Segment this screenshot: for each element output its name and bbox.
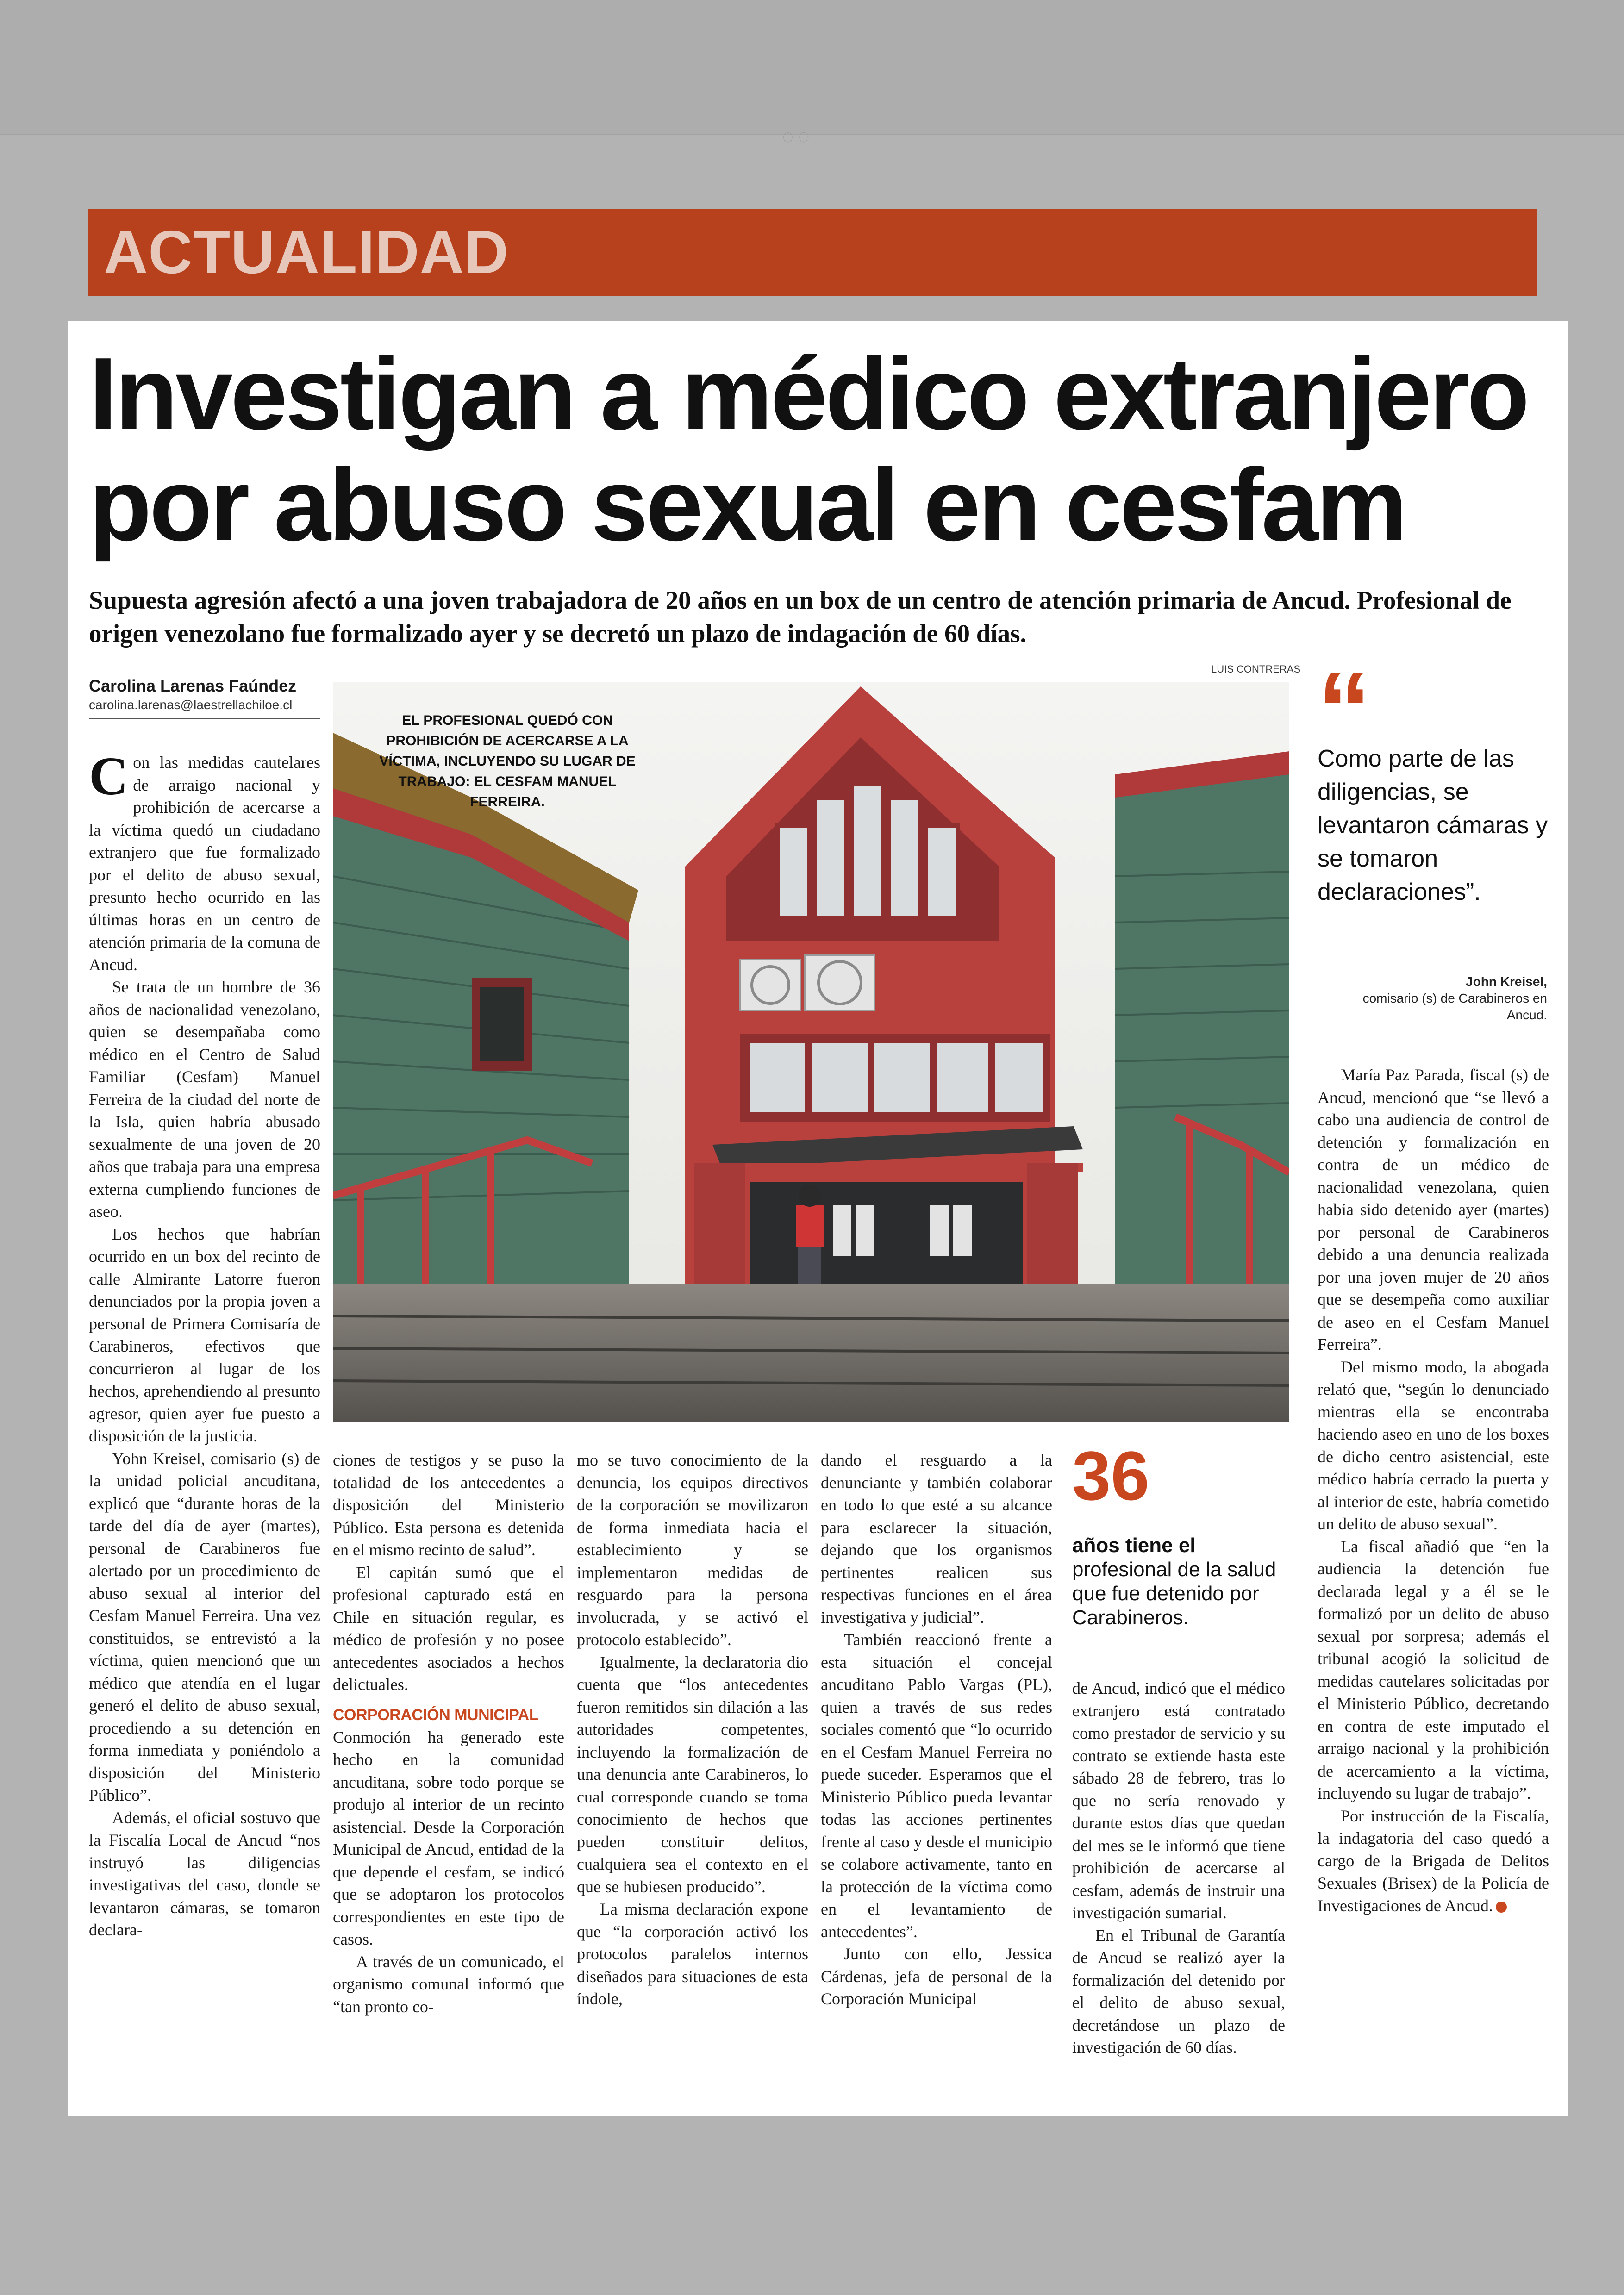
paragraph: Por instrucción de la Fiscalía, la indagatoria del caso quedó a cargo de la Brigada de Delitos Sexuales (Brisex) de la Policía de Investigaciones de Ancud. [1318, 1806, 1549, 1915]
paragraph: En el Tribunal de Garantía de Ancud se realizó ayer la formalización del detenido por el delito de abuso sexual, decretándose un plazo de investigación de 60 días. [1072, 1926, 1285, 2057]
author-email: carolina.larenas@laestrellachiloe.cl [89, 698, 293, 712]
article-column-5 [1072, 1677, 1285, 2059]
subhead: CORPORACIÓN MUNICIPAL [333, 1706, 539, 1724]
paragraph: ciones de testigos y se puso la totalidad de los antecedentes a disposición del Ministerio Público. Esta persona es detenida en el mismo recinto de salud”. [333, 1451, 564, 1559]
paragraph: Se trata de un hombre de 36 años de nacionalidad venezolano, quien se desempañaba como médico en el Centro de Salud Familiar (Cesfam) Manuel Ferreira de la ciudad del norte de la Isla, quien habría abusado sexualmente de una joven de 20 años que trabaja para una empresa externa cumpliendo funciones de aseo. [89, 978, 320, 1221]
paragraph: El capitán sumó que el profesional capturado está en Chile en situación regular, es médico de profesión y no posee antecedentes asociados a hechos delictuales. [333, 1563, 564, 1694]
paragraph: dando el resguardo a la denunciante y también colaborar en todo lo que esté a su alcance para esclarecer la situación, dejando que los organismos pertinentes realicen sus respectivas funciones en el área investigativa y judicial”. [821, 1451, 1052, 1627]
section-band [88, 209, 1537, 296]
section-label: ACTUALIDAD [104, 218, 509, 286]
article-column-3 [577, 1449, 808, 2010]
paragraph: Del mismo modo, la abogada relató que, “según lo denunciado mientras ella se encontraba haciendo aseo en uno de los boxes de dicho centro asistencial, este médico habría cerrado la puerta y al interior de este, habría cometido un delito de abuso sexual”. [1318, 1357, 1549, 1533]
paragraph: on las medidas cautelares de arraigo nacional y prohibición de acercarse a la víctima quedó un ciudadano extranjero que fue formalizado por el delito de abuso sexual, presunto hecho ocurrido en las últimas horas en un centro de atención primaria de la comuna de Ancud. [89, 753, 320, 974]
paragraph: Conmoción ha generado este hecho en la comunidad ancuditana, sobre todo porque se produjo al interior de un recinto asistencial. Desde la Corporación Municipal de Ancud, entidad de la que depende el cesfam, se indicó que se adoptaron los protocolos correspondientes en este tipo de casos. [333, 1727, 564, 1948]
article-column-6 [1318, 1064, 1549, 1917]
quote-role: comisario (s) de Carabineros en Ancud. [1362, 991, 1547, 1022]
photo-caption: EL PROFESIONAL QUEDÓ CON PROHIBICIÓN DE ACERCARSE A LA VÍCTIMA, INCLUYENDO SU LUGAR DE TRABAJO: EL CESFAM MANUEL FERREIRA. [379, 713, 636, 810]
paragraph: También reaccionó frente a esta situación el concejal ancuditano Pablo Vargas (PL), quien a través de sus redes sociales comentó que “lo ocurrido en el Cesfam Manuel Ferreira no puede suceder. Esperamos que el Ministerio Público pueda levantar todas las acciones pertinentes frente al caso y desde el municipio se colabore activamente, tanto en la protección de la víctima como en el levantamiento de antecedentes”. [821, 1630, 1052, 1941]
deck: Supuesta agresión afectó a una joven trabajadora de 20 años en un box de un centro de atención primaria de Ancud. Profesional de origen venezolano fue formalizado ayer y se decretó un plazo de indagación de 60 días. [89, 586, 1512, 648]
article-column-4 [821, 1449, 1052, 2010]
stat-description [1072, 1534, 1290, 1630]
stat-text: profesional de la salud que fue detenido por Carabineros. [1072, 1558, 1276, 1629]
stat-number: 36 [1072, 1437, 1149, 1515]
article-column-1 [89, 746, 320, 1941]
paragraph: La misma declaración expone que “la corporación activó los protocolos paralelos internos diseñados para situaciones de esta índole, [577, 1900, 808, 2008]
paragraph: Los hechos que habrían ocurrido en un box del recinto de calle Almirante Latorre fueron denunciados por la propia joven a personal de Primera Comisaría de Carabineros, efectivos que concurrieron al lugar de los hechos, aprehendiendo al presunto agresor, quien ayer fue puesto a disposición de la justicia. [89, 1224, 320, 1445]
stat-lead: años tiene el [1072, 1534, 1196, 1557]
article-column-2 [333, 1449, 564, 2018]
author-name: Carolina Larenas Faúndez [89, 676, 297, 695]
drop-cap: C [89, 746, 129, 806]
headline: Investigan a médico extranjero por abuso sexual en cesfam [89, 337, 1528, 562]
paragraph: Igualmente, la declaratoria dio cuenta que “los antecedentes fueron remitidos sin dilación a las autoridades competentes, incluyendo la formalización de una denuncia ante Carabineros, lo cual corresponde cuando se toma conocimiento de hechos que pueden constituir delitos, cualquiera sea el contexto en el que se hubiesen producido”. [577, 1653, 808, 1896]
viewer-top-bar [0, 0, 1624, 135]
quote-author: John Kreisel, [1466, 974, 1547, 989]
page-indicator-dots: ◌ ◌ [782, 129, 809, 144]
pull-quote: Como parte de las diligencias, se levantaron cámaras y se tomaron declaraciones”. [1318, 745, 1548, 905]
paragraph: de Ancud, indicó que el médico extranjero está contratado como prestador de servicio y su contrato se extiende hasta este sábado 28 de febrero, tras lo que no sería renovado y durante estos días que quedan del mes se le informó que tiene prohibición de acercarse al cesfam, además de instruir una investigación sumarial. [1072, 1679, 1285, 1922]
paragraph: mo se tuvo conocimiento de la denuncia, los equipos directivos de la corporación se movilizaron de forma inmediata hacia el establecimiento y se implementaron medidas de resguardo para la persona involucrada, y se activó el protocolo establecido”. [577, 1451, 808, 1649]
quote-mark-icon: “ [1318, 650, 1371, 769]
paragraph: Junto con ello, Jessica Cárdenas, jefa de personal de la Corporación Municipal [821, 1945, 1052, 2008]
end-mark-icon [1496, 1902, 1507, 1913]
photo-credit: LUIS CONTRERAS [1211, 663, 1301, 675]
paragraph: María Paz Parada, fiscal (s) de Ancud, mencionó que “se llevó a cabo una audiencia de control de detención y formalización en contra de un médico de nacionalidad venezolana, quien había sido detenido ayer (martes) por personal de Carabineros debido a una denuncia realizada por una joven mujer de 20 años que se desempeña como auxiliar de aseo en el Cesfam Manuel Ferreira”. [1318, 1066, 1549, 1353]
paragraph: A través de un comunicado, el organismo comunal informó que “tan pronto co- [333, 1952, 564, 2016]
quote-attribution [1355, 973, 1547, 1023]
paragraph: Yohn Kreisel, comisario (s) de la unidad policial ancuditana, explicó que “durante horas de la tarde del día de ayer (martes), personal de Carabineros fue alertado por un procedimiento de abuso sexual al interior del Cesfam Manuel Ferreira. Una vez constituidos, se entrevistó a la víctima, quien mencionó que un médico que atendía en el lugar generó el delito de abuso sexual, procediendo a su detención en forma inmediata y poniéndolo a disposición del Ministerio Público”. [89, 1449, 320, 1804]
paragraph: La fiscal añadió que “en la audiencia la detención fue declarada legal y a él se le formalizó por un delito de abuso sexual por sorpresa; además el tribunal acogió la solicitud de medidas cautelares solicitadas por el Ministerio Público, decretando en contra de este imputado el arraigo nacional y la prohibición de acercamiento a la víctima, incluyendo su lugar de trabajo”. [1318, 1537, 1549, 1802]
article-page [68, 321, 1568, 2116]
byline [89, 676, 320, 719]
paragraph: Además, el oficial sostuvo que la Fiscalía Local de Ancud “nos instruyó las diligencias investigativas del caso, donde se levantaron cámaras, se tomaron declara- [89, 1808, 320, 1939]
